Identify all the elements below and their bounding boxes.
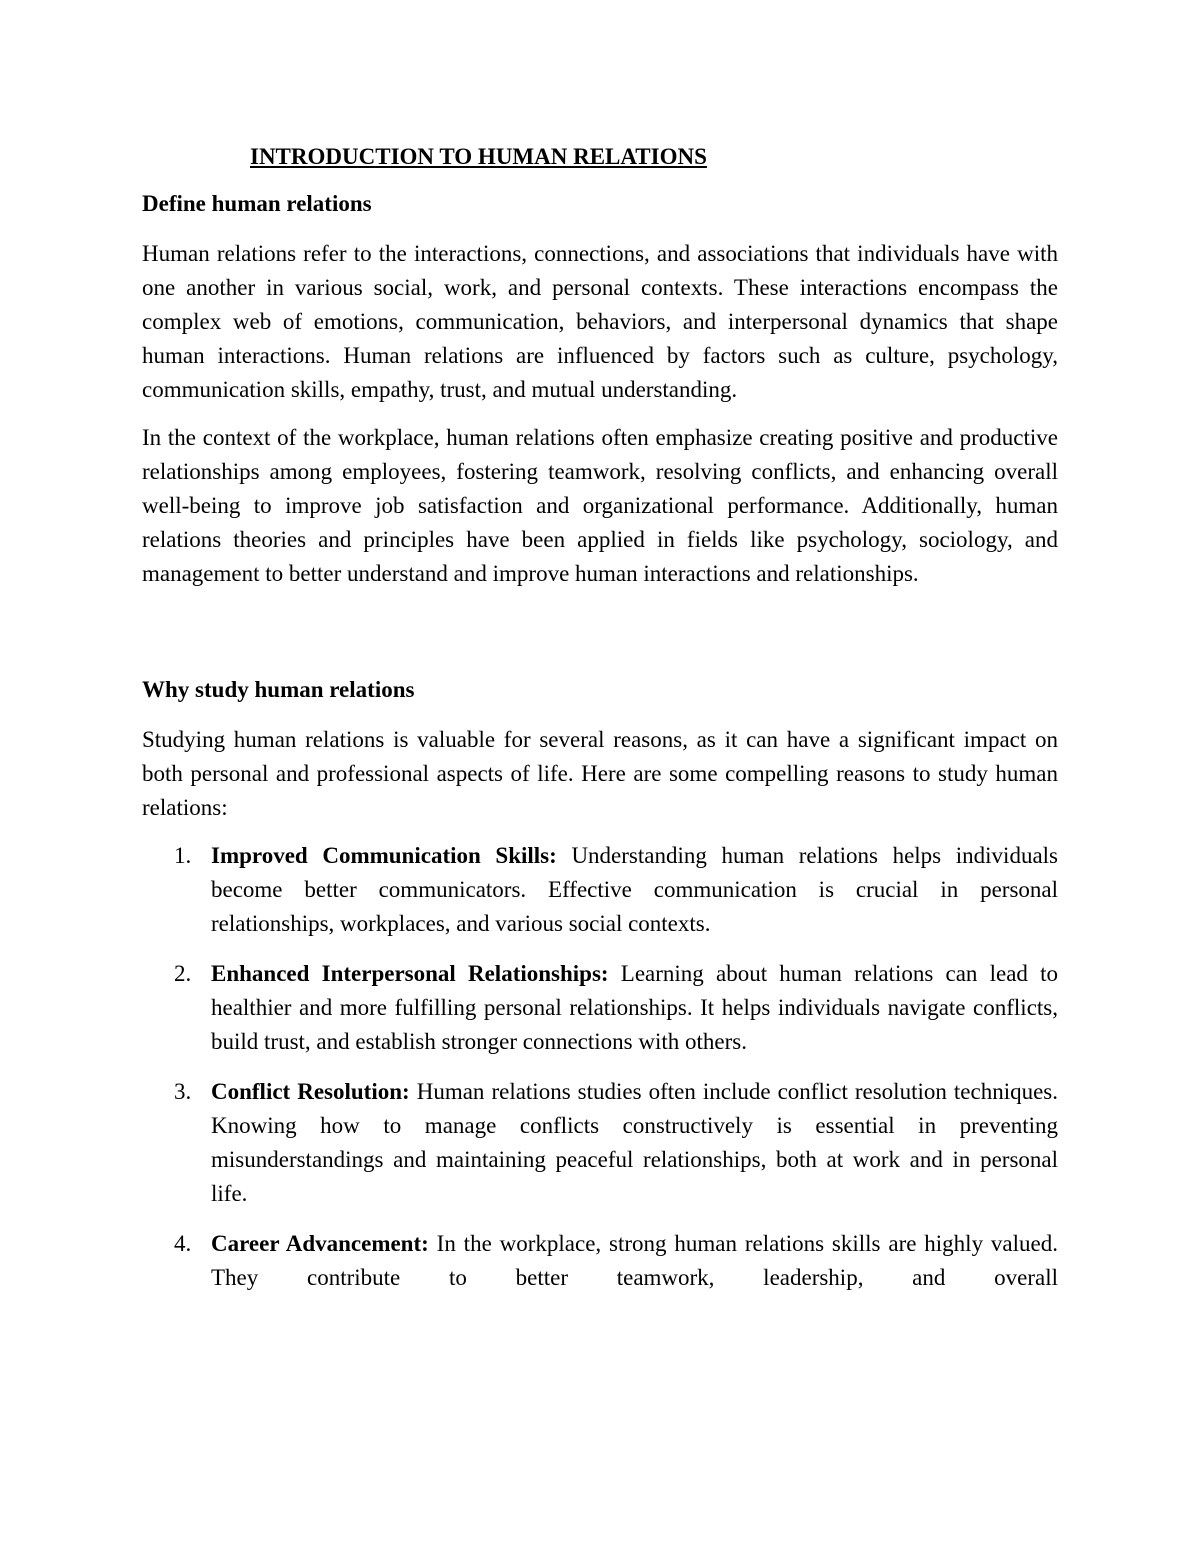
list-item-number: 3. bbox=[174, 1079, 192, 1104]
list-item-term: Conflict Resolution: bbox=[211, 1079, 410, 1104]
reasons-list bbox=[142, 839, 1058, 1295]
page-title: INTRODUCTION TO HUMAN RELATIONS bbox=[250, 144, 707, 169]
section-heading-why-study: Why study human relations bbox=[142, 677, 415, 702]
list-item-text: In the workplace, strong human relations skills are highly valued. They contribute to better teamwork, leadership, and overall bbox=[211, 1231, 1058, 1290]
list-item-number: 1. bbox=[174, 843, 192, 868]
list-item-text: Learning about human relations can lead to healthier and more fulfilling personal relationships. It helps individuals navigate conflicts, build trust, and establish stronger connections with others. bbox=[211, 961, 1059, 1054]
list-item-term: Improved Communication Skills: bbox=[211, 843, 557, 868]
list-item-text: Understanding human relations helps individuals become better communicators. Effective communication is crucial in personal relationships, workplaces, and various social contexts. bbox=[211, 843, 1058, 936]
paragraph-workplace: In the context of the workplace, human relations often emphasize creating positive and productive relationships among employees, fostering teamwork, resolving conflicts, and enhancing overall well-being to improve job satisfaction and organizational performance. Additionally, human relations theories and principles have been applied in fields like psychology, sociology, and management to better understand and improve human interactions and relationships. bbox=[142, 425, 1058, 586]
list-item-number: 4. bbox=[174, 1231, 192, 1256]
list-item bbox=[142, 1227, 1058, 1295]
paragraph-definition: Human relations refer to the interactions, connections, and associations that individuals have with one another in various social, work, and personal contexts. These interactions encompass the complex web of emotions, communication, behaviors, and interpersonal dynamics that shape human interactions. Human relations are influenced by factors such as culture, psychology, communication skills, empathy, trust, and mutual understanding. bbox=[142, 241, 1058, 402]
section-heading-define: Define human relations bbox=[142, 191, 372, 216]
list-item bbox=[142, 1075, 1058, 1211]
list-item-term: Enhanced Interpersonal Relationships: bbox=[211, 961, 609, 986]
list-item-text: Human relations studies often include conflict resolution techniques. Knowing how to manage conflicts constructively is essential in preventing misunderstandings and maintaining peaceful relationships, both at work and in personal life. bbox=[211, 1079, 1058, 1206]
list-item bbox=[142, 839, 1058, 941]
paragraph-why-study-intro: Studying human relations is valuable for several reasons, as it can have a significant impact on both personal and professional aspects of life. Here are some compelling reasons to study human relations: bbox=[142, 727, 1058, 820]
document-body bbox=[142, 140, 1058, 1311]
list-item-number: 2. bbox=[174, 961, 192, 986]
list-item bbox=[142, 957, 1058, 1059]
section-spacer bbox=[142, 605, 1058, 673]
list-item-term: Career Advancement: bbox=[211, 1231, 429, 1256]
